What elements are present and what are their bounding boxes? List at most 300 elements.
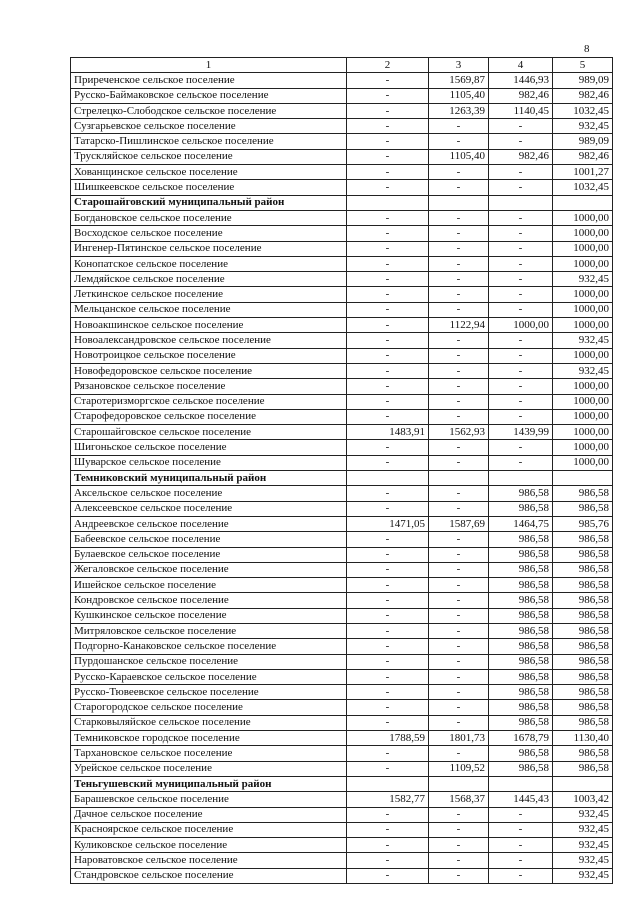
- header-row: [71, 58, 613, 73]
- value-col-4: -: [489, 165, 553, 180]
- value-col-4: -: [489, 210, 553, 225]
- table-row: [71, 562, 613, 577]
- value-col-2: -: [347, 226, 429, 241]
- value-col-5: 1003,42: [553, 792, 613, 807]
- settlement-name: Новоалександровское сельское поселение: [71, 333, 347, 348]
- value-col-3: -: [429, 455, 489, 470]
- value-col-3: 1105,40: [429, 88, 489, 103]
- value-col-2: -: [347, 593, 429, 608]
- value-col-4: 986,58: [489, 746, 553, 761]
- table-header: [71, 58, 613, 73]
- value-col-5: 932,45: [553, 822, 613, 837]
- value-col-5: 932,45: [553, 333, 613, 348]
- settlement-name: Трускляйское сельское поселение: [71, 149, 347, 164]
- settlement-name: Куликовское сельское поселение: [71, 838, 347, 853]
- value-col-4: 1678,79: [489, 731, 553, 746]
- value-col-3: -: [429, 180, 489, 195]
- table-row: [71, 654, 613, 669]
- empty-cell: [489, 471, 553, 486]
- value-col-3: -: [429, 654, 489, 669]
- value-col-3: -: [429, 394, 489, 409]
- value-col-5: 986,58: [553, 700, 613, 715]
- value-col-5: 982,46: [553, 88, 613, 103]
- value-col-2: -: [347, 318, 429, 333]
- table-row: [71, 440, 613, 455]
- table-row: [71, 226, 613, 241]
- value-col-4: -: [489, 333, 553, 348]
- value-col-3: -: [429, 241, 489, 256]
- table-row: [71, 547, 613, 562]
- table-row: [71, 868, 613, 883]
- value-col-5: 1000,00: [553, 241, 613, 256]
- value-col-4: -: [489, 226, 553, 241]
- value-col-5: 932,45: [553, 868, 613, 883]
- value-col-2: -: [347, 822, 429, 837]
- value-col-5: 932,45: [553, 119, 613, 134]
- table-row: [71, 669, 613, 684]
- column-header: 4: [489, 58, 553, 73]
- value-col-4: 986,58: [489, 761, 553, 776]
- value-col-3: -: [429, 853, 489, 868]
- value-col-2: -: [347, 348, 429, 363]
- value-col-4: 1464,75: [489, 516, 553, 531]
- value-col-4: -: [489, 440, 553, 455]
- settlement-name: Нароватовское сельское поселение: [71, 853, 347, 868]
- table-row: [71, 379, 613, 394]
- value-col-2: -: [347, 241, 429, 256]
- value-col-5: 1000,00: [553, 409, 613, 424]
- value-col-3: 1122,94: [429, 318, 489, 333]
- value-col-2: -: [347, 807, 429, 822]
- value-col-4: -: [489, 272, 553, 287]
- table-row: [71, 241, 613, 256]
- table-row: [71, 608, 613, 623]
- value-col-5: 986,58: [553, 547, 613, 562]
- table-row: [71, 532, 613, 547]
- value-col-3: -: [429, 822, 489, 837]
- value-col-4: -: [489, 455, 553, 470]
- value-col-4: 986,58: [489, 486, 553, 501]
- value-col-3: -: [429, 501, 489, 516]
- settlement-name: Хованщинское сельское поселение: [71, 165, 347, 180]
- value-col-3: -: [429, 807, 489, 822]
- value-col-5: 1000,00: [553, 379, 613, 394]
- table-row: [71, 88, 613, 103]
- value-col-5: 986,58: [553, 578, 613, 593]
- table-row: [71, 119, 613, 134]
- table-row: [71, 287, 613, 302]
- value-col-3: -: [429, 578, 489, 593]
- settlement-name: Митряловское сельское поселение: [71, 623, 347, 638]
- value-col-4: -: [489, 838, 553, 853]
- value-col-5: 986,58: [553, 639, 613, 654]
- value-col-3: 1587,69: [429, 516, 489, 531]
- settlement-name: Леткинское сельское поселение: [71, 287, 347, 302]
- value-col-4: 982,46: [489, 88, 553, 103]
- table-row: [71, 180, 613, 195]
- table-row: [71, 853, 613, 868]
- value-col-5: 1000,00: [553, 425, 613, 440]
- value-col-3: -: [429, 532, 489, 547]
- settlement-name: Кондровское сельское поселение: [71, 593, 347, 608]
- value-col-3: -: [429, 547, 489, 562]
- value-col-4: 1446,93: [489, 73, 553, 88]
- value-col-2: -: [347, 532, 429, 547]
- settlement-name: Сузгарьевское сельское поселение: [71, 119, 347, 134]
- value-col-3: -: [429, 593, 489, 608]
- settlement-name: Темниковское городское поселение: [71, 731, 347, 746]
- value-col-2: 1483,91: [347, 425, 429, 440]
- value-col-3: 1569,87: [429, 73, 489, 88]
- value-col-4: 1140,45: [489, 103, 553, 118]
- value-col-2: -: [347, 639, 429, 654]
- value-col-4: 986,58: [489, 562, 553, 577]
- settlement-name: Кушкинское сельское поселение: [71, 608, 347, 623]
- value-col-3: -: [429, 333, 489, 348]
- value-col-5: 986,58: [553, 608, 613, 623]
- table-row: [71, 639, 613, 654]
- value-col-4: -: [489, 134, 553, 149]
- value-col-4: -: [489, 853, 553, 868]
- value-col-3: -: [429, 746, 489, 761]
- value-col-3: -: [429, 868, 489, 883]
- value-col-2: 1788,59: [347, 731, 429, 746]
- table-body: [71, 73, 613, 884]
- value-col-3: 1109,52: [429, 761, 489, 776]
- empty-cell: [347, 195, 429, 210]
- value-col-5: 986,58: [553, 486, 613, 501]
- value-col-2: -: [347, 547, 429, 562]
- empty-cell: [347, 776, 429, 791]
- value-col-4: 986,58: [489, 501, 553, 516]
- district-name: Теньгушевский муниципальный район: [71, 776, 347, 791]
- table-row: [71, 761, 613, 776]
- value-col-3: 1105,40: [429, 149, 489, 164]
- settlement-name: Красноярское сельское поселение: [71, 822, 347, 837]
- value-col-5: 986,58: [553, 669, 613, 684]
- value-col-5: 1000,00: [553, 287, 613, 302]
- empty-cell: [429, 195, 489, 210]
- value-col-2: -: [347, 134, 429, 149]
- value-col-5: 986,58: [553, 532, 613, 547]
- value-col-3: -: [429, 256, 489, 271]
- value-col-3: -: [429, 210, 489, 225]
- value-col-2: -: [347, 578, 429, 593]
- empty-cell: [489, 776, 553, 791]
- value-col-5: 986,58: [553, 562, 613, 577]
- settlement-name: Шигоньское сельское поселение: [71, 440, 347, 455]
- column-header: 2: [347, 58, 429, 73]
- value-col-4: -: [489, 409, 553, 424]
- table-row: [71, 134, 613, 149]
- settlement-name: Старофедоровское сельское поселение: [71, 409, 347, 424]
- value-col-5: 1032,45: [553, 180, 613, 195]
- value-col-5: 1032,45: [553, 103, 613, 118]
- value-col-3: -: [429, 608, 489, 623]
- value-col-3: -: [429, 486, 489, 501]
- value-col-4: -: [489, 348, 553, 363]
- value-col-4: 1000,00: [489, 318, 553, 333]
- table-row: [71, 838, 613, 853]
- value-col-5: 1000,00: [553, 210, 613, 225]
- table-row: [71, 501, 613, 516]
- value-col-4: 986,58: [489, 669, 553, 684]
- settlement-name: Мельцанское сельское поселение: [71, 302, 347, 317]
- column-header: 1: [71, 58, 347, 73]
- table-row: [71, 746, 613, 761]
- table-row: [71, 700, 613, 715]
- district-name: Старошайговский муниципальный район: [71, 195, 347, 210]
- table-row: [71, 807, 613, 822]
- value-col-2: -: [347, 868, 429, 883]
- value-col-4: 986,58: [489, 532, 553, 547]
- value-col-2: -: [347, 409, 429, 424]
- value-col-5: 932,45: [553, 363, 613, 378]
- value-col-2: -: [347, 838, 429, 853]
- column-header: 5: [553, 58, 613, 73]
- settlement-name: Тархановское сельское поселение: [71, 746, 347, 761]
- value-col-2: -: [347, 88, 429, 103]
- table-row: [71, 318, 613, 333]
- value-col-2: -: [347, 256, 429, 271]
- value-col-3: -: [429, 639, 489, 654]
- value-col-3: -: [429, 165, 489, 180]
- value-col-5: 986,58: [553, 746, 613, 761]
- table-row: [71, 165, 613, 180]
- value-col-2: 1582,77: [347, 792, 429, 807]
- value-col-5: 986,58: [553, 654, 613, 669]
- empty-cell: [553, 195, 613, 210]
- settlement-name: Алексеевское сельское поселение: [71, 501, 347, 516]
- value-col-2: -: [347, 715, 429, 730]
- settlement-name: Урейское сельское поселение: [71, 761, 347, 776]
- value-col-2: -: [347, 440, 429, 455]
- empty-cell: [429, 471, 489, 486]
- value-col-3: -: [429, 715, 489, 730]
- value-col-2: -: [347, 149, 429, 164]
- settlement-name: Стрелецко-Слободское сельское поселение: [71, 103, 347, 118]
- value-col-3: -: [429, 287, 489, 302]
- value-col-3: -: [429, 838, 489, 853]
- settlement-name: Дачное сельское поселение: [71, 807, 347, 822]
- district-section-row: [71, 195, 613, 210]
- value-col-5: 932,45: [553, 853, 613, 868]
- value-col-3: 1568,37: [429, 792, 489, 807]
- value-col-5: 932,45: [553, 272, 613, 287]
- value-col-5: 989,09: [553, 134, 613, 149]
- value-col-3: -: [429, 272, 489, 287]
- settlement-name: Приреченское сельское поселение: [71, 73, 347, 88]
- value-col-4: -: [489, 868, 553, 883]
- value-col-2: -: [347, 654, 429, 669]
- settlement-name: Рязановское сельское поселение: [71, 379, 347, 394]
- district-name: Темниковский муниципальный район: [71, 471, 347, 486]
- settlement-name: Аксельское сельское поселение: [71, 486, 347, 501]
- value-col-4: -: [489, 119, 553, 134]
- value-col-3: -: [429, 409, 489, 424]
- value-col-4: 986,58: [489, 578, 553, 593]
- value-col-4: -: [489, 287, 553, 302]
- table-row: [71, 394, 613, 409]
- value-col-5: 1000,00: [553, 256, 613, 271]
- table-row: [71, 73, 613, 88]
- value-col-2: -: [347, 455, 429, 470]
- value-col-5: 1000,00: [553, 302, 613, 317]
- value-col-2: -: [347, 302, 429, 317]
- settlement-name: Русско-Караевское сельское поселение: [71, 669, 347, 684]
- table-row: [71, 363, 613, 378]
- value-col-2: -: [347, 761, 429, 776]
- table-row: [71, 409, 613, 424]
- table-row: [71, 715, 613, 730]
- settlement-name: Русско-Баймаковское сельское поселение: [71, 88, 347, 103]
- value-col-4: 986,58: [489, 700, 553, 715]
- settlement-name: Ишейское сельское поселение: [71, 578, 347, 593]
- value-col-3: 1562,93: [429, 425, 489, 440]
- settlement-name: Пурдошанское сельское поселение: [71, 654, 347, 669]
- settlement-name: Старошайговское сельское поселение: [71, 425, 347, 440]
- settlement-name: Русско-Тювеевское сельское поселение: [71, 685, 347, 700]
- value-col-2: -: [347, 363, 429, 378]
- value-col-4: -: [489, 394, 553, 409]
- table-row: [71, 486, 613, 501]
- table-row: [71, 623, 613, 638]
- value-col-3: -: [429, 119, 489, 134]
- table-row: [71, 685, 613, 700]
- value-col-5: 1000,00: [553, 440, 613, 455]
- table-row: [71, 302, 613, 317]
- value-col-2: -: [347, 272, 429, 287]
- settlement-name: Старотеризморгское сельское поселение: [71, 394, 347, 409]
- settlement-name: Барашевское сельское поселение: [71, 792, 347, 807]
- value-col-3: -: [429, 379, 489, 394]
- value-col-5: 1001,27: [553, 165, 613, 180]
- table-row: [71, 455, 613, 470]
- value-col-2: -: [347, 700, 429, 715]
- value-col-4: -: [489, 822, 553, 837]
- table-row: [71, 348, 613, 363]
- value-col-5: 986,58: [553, 623, 613, 638]
- empty-cell: [553, 776, 613, 791]
- value-col-2: -: [347, 180, 429, 195]
- settlement-name: Бабеевское сельское поселение: [71, 532, 347, 547]
- value-col-4: -: [489, 363, 553, 378]
- value-col-4: 986,58: [489, 608, 553, 623]
- value-col-4: 986,58: [489, 715, 553, 730]
- value-col-2: -: [347, 210, 429, 225]
- settlement-name: Шуварское сельское поселение: [71, 455, 347, 470]
- settlement-name: Лемдяйское сельское поселение: [71, 272, 347, 287]
- value-col-2: -: [347, 119, 429, 134]
- value-col-4: -: [489, 379, 553, 394]
- settlement-name: Новоакшинское сельское поселение: [71, 318, 347, 333]
- value-col-5: 989,09: [553, 73, 613, 88]
- value-col-2: -: [347, 669, 429, 684]
- table-row: [71, 578, 613, 593]
- value-col-4: 986,58: [489, 654, 553, 669]
- empty-cell: [489, 195, 553, 210]
- settlement-name: Булаевское сельское поселение: [71, 547, 347, 562]
- value-col-2: -: [347, 685, 429, 700]
- value-col-3: 1263,39: [429, 103, 489, 118]
- table-row: [71, 256, 613, 271]
- settlement-name: Стандровское сельское поселение: [71, 868, 347, 883]
- value-col-5: 932,45: [553, 807, 613, 822]
- settlement-name: Ингенер-Пятинское сельское поселение: [71, 241, 347, 256]
- value-col-5: 1130,40: [553, 731, 613, 746]
- value-col-2: -: [347, 287, 429, 302]
- value-col-4: -: [489, 807, 553, 822]
- table-row: [71, 210, 613, 225]
- value-col-3: -: [429, 440, 489, 455]
- value-col-4: 986,58: [489, 639, 553, 654]
- value-col-4: 982,46: [489, 149, 553, 164]
- value-col-3: -: [429, 302, 489, 317]
- value-col-5: 986,58: [553, 501, 613, 516]
- value-col-3: 1801,73: [429, 731, 489, 746]
- table-row: [71, 822, 613, 837]
- value-col-3: -: [429, 623, 489, 638]
- settlement-name: Андреевское сельское поселение: [71, 516, 347, 531]
- settlement-name: Подгорно-Канаковское сельское поселение: [71, 639, 347, 654]
- empty-cell: [553, 471, 613, 486]
- table-row: [71, 103, 613, 118]
- empty-cell: [347, 471, 429, 486]
- empty-cell: [429, 776, 489, 791]
- value-col-5: 1000,00: [553, 318, 613, 333]
- table-row: [71, 593, 613, 608]
- value-col-3: -: [429, 562, 489, 577]
- value-col-2: -: [347, 608, 429, 623]
- value-col-2: -: [347, 746, 429, 761]
- value-col-4: -: [489, 180, 553, 195]
- value-col-4: 986,58: [489, 547, 553, 562]
- page-number: 8: [584, 43, 590, 55]
- value-col-3: -: [429, 363, 489, 378]
- value-col-3: -: [429, 700, 489, 715]
- value-col-2: -: [347, 486, 429, 501]
- value-col-4: -: [489, 256, 553, 271]
- value-col-2: -: [347, 379, 429, 394]
- value-col-2: -: [347, 165, 429, 180]
- value-col-5: 982,46: [553, 149, 613, 164]
- district-section-row: [71, 776, 613, 791]
- settlement-name: Жегаловское сельское поселение: [71, 562, 347, 577]
- value-col-3: -: [429, 348, 489, 363]
- table-row: [71, 333, 613, 348]
- value-col-2: -: [347, 103, 429, 118]
- value-col-3: -: [429, 226, 489, 241]
- value-col-5: 986,58: [553, 593, 613, 608]
- table-row: [71, 792, 613, 807]
- value-col-2: -: [347, 394, 429, 409]
- column-header: 3: [429, 58, 489, 73]
- district-section-row: [71, 471, 613, 486]
- value-col-4: 1445,43: [489, 792, 553, 807]
- tariff-table: [70, 57, 613, 884]
- value-col-3: -: [429, 134, 489, 149]
- settlement-name: Конопатское сельское поселение: [71, 256, 347, 271]
- value-col-3: -: [429, 669, 489, 684]
- value-col-2: -: [347, 501, 429, 516]
- value-col-4: 1439,99: [489, 425, 553, 440]
- settlement-name: Восходское сельское поселение: [71, 226, 347, 241]
- value-col-5: 932,45: [553, 838, 613, 853]
- table-row: [71, 425, 613, 440]
- value-col-5: 986,58: [553, 715, 613, 730]
- table-row: [71, 149, 613, 164]
- value-col-4: 986,58: [489, 593, 553, 608]
